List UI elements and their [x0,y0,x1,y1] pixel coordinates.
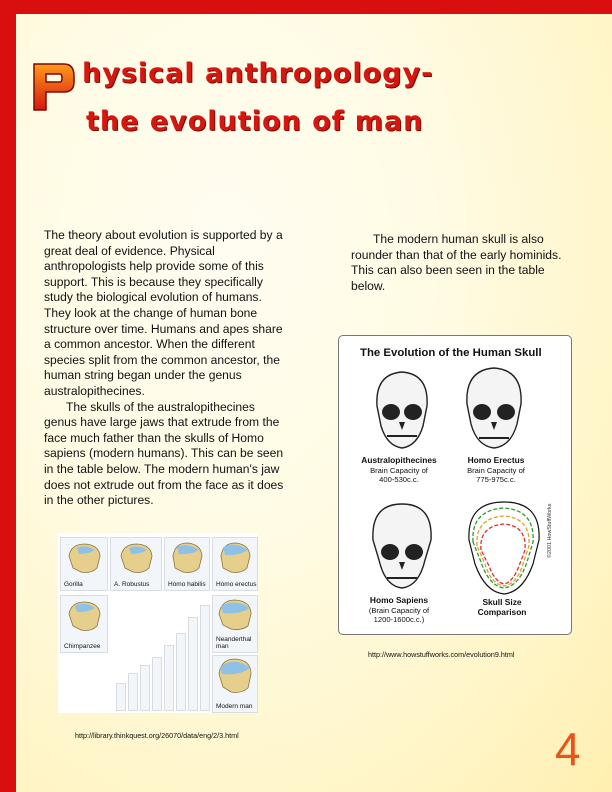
label-gorilla: Gorilla [64,581,83,588]
source-url-right[interactable]: http://www.howstuffworks.com/evolution9.html [368,650,515,659]
modern-man-cell [212,655,258,713]
hominid-skull-figure [58,533,258,713]
skull-caption-line: Comparison [477,606,527,617]
label-habilis: Homo habilis [168,581,206,588]
human-skull-evolution-figure [338,335,572,635]
label-chimpanzee: Chimpanzee [64,643,101,650]
left-paragraph-1: The theory about evolution is supported by a great deal of evidence. Physical anthropologists help provide some of this support. This is because they specifically study the biological evolution of humans. They look at the change of human bone structure over time. Humans and apes share a common ancestor. When the different species split from the common ancestor, the human string began under the genus australopithecines. [44,228,283,398]
right-column-text [351,232,581,294]
page-number: 4 [555,723,581,775]
skull-name: Skull Size [482,597,522,607]
skull-icon [213,656,257,698]
timeline-bar [200,605,210,711]
skull-icon [213,596,257,634]
skull-size-comparison-icon [461,500,547,598]
australopithecines-caption [354,456,444,485]
source-url-left[interactable]: http://library.thinkquest.org/26070/data/eng/2/3.html [75,731,239,740]
label-erectus: Homo erectus [216,581,257,588]
skull-caption-line: (Brain Capacity of [368,605,430,615]
skull-icon [61,596,107,638]
title-line-2: the evolution of man [86,106,424,137]
gorilla-cell [60,537,108,591]
homo-erectus-caption [451,456,541,485]
drop-cap-p [30,58,76,116]
timeline-bar [116,683,126,711]
skull-icon [213,538,257,578]
timeline-bar [176,633,186,711]
timeline-bar [164,645,174,711]
australopithecine-skull-icon [367,366,437,456]
timeline-bar [140,665,150,711]
copyright-text: ©2001 HowStuffWorks [547,503,553,558]
skull-caption-line: 1200-1600c.c.) [373,615,425,625]
skull-icon [165,538,209,578]
erectus-cell [212,537,258,591]
homo-erectus-skull-icon [459,364,529,454]
skull-caption-line: 775-975c.c. [476,475,516,485]
habilis-cell [164,537,210,591]
label-neanderthal: Neanderthal man [216,636,252,650]
skull-size-caption [457,598,547,617]
label-robustus: A. Robustus [114,581,150,588]
skull-name: Australopithecines [361,455,437,465]
skull-icon [61,538,107,578]
timeline-bar [188,617,198,711]
timeline-bar [128,673,138,711]
left-paragraph-2: The skulls of the australopithecines genus have large jaws that extrude from the face much father than the skulls of Homo sapiens (modern humans). This can be seen in the table below. The modern human's jaw does not extrude out from the face as it does in the other pictures. [44,399,284,508]
homo-sapiens-caption [354,596,444,625]
skull-caption-line: Brain Capacity of [467,465,525,475]
chimpanzee-cell [60,595,108,653]
skull-caption-line: 400-530c.c. [379,475,419,485]
neanderthal-cell [212,595,258,653]
robustus-cell [110,537,162,591]
timeline-bar [152,657,162,711]
skull-name: Homo Erectus [467,455,525,465]
left-column-text [44,228,290,509]
skull-name: Homo Sapiens [369,595,429,605]
label-modern-man: Modern man [216,703,253,710]
figure-title: The Evolution of the Human Skull [360,347,542,359]
skull-icon [111,538,161,578]
title-line-1: hysical anthropology- [82,58,434,89]
homo-sapiens-skull-icon [367,502,437,594]
skull-caption-line: Brain Capacity of [370,465,428,475]
right-paragraph: The modern human skull is also rounder than that of the early hominids. This can also been seen in the table below. [351,232,562,293]
